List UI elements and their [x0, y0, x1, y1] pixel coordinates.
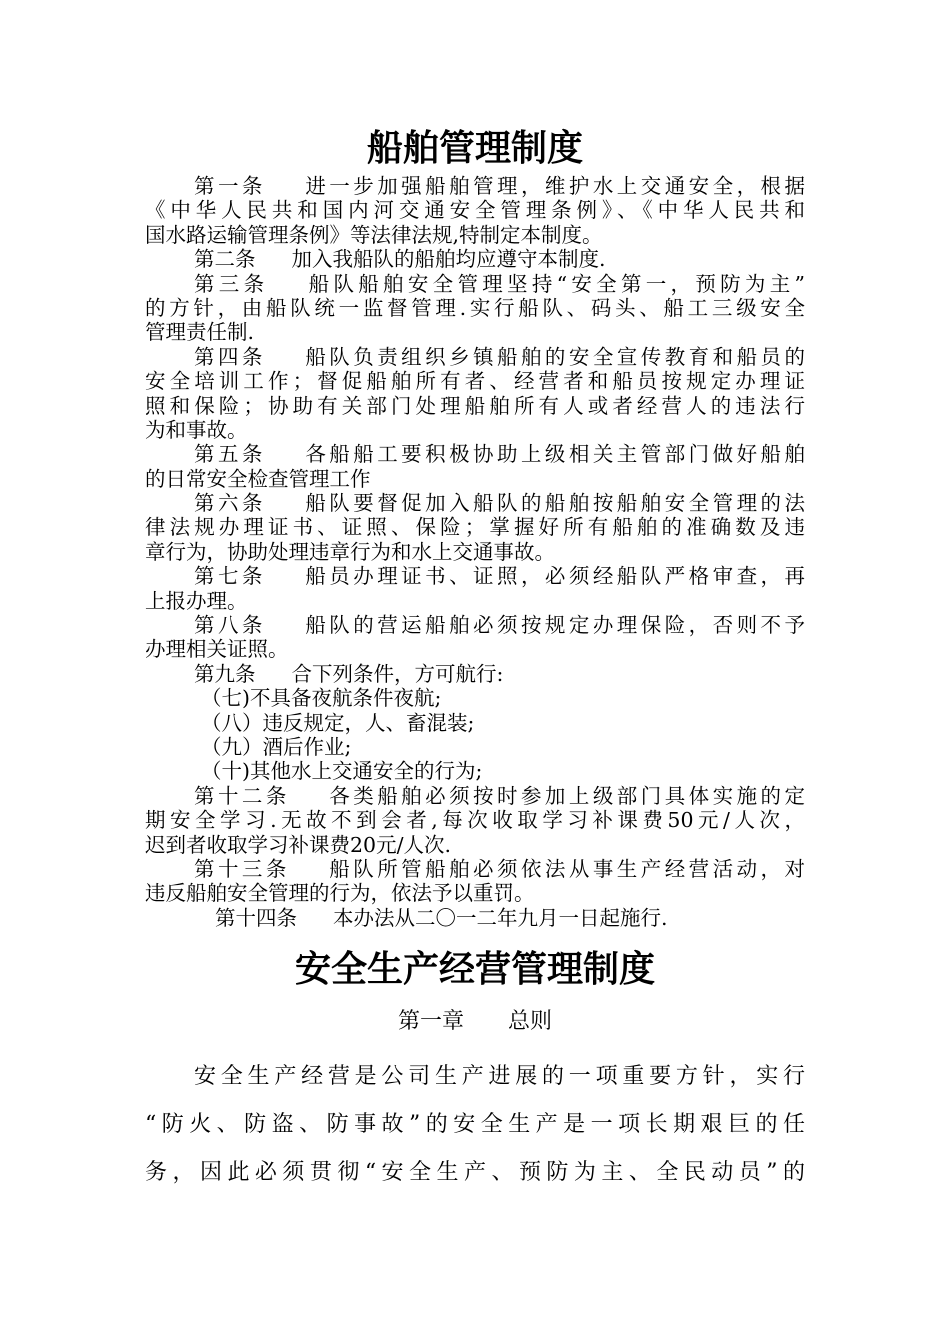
article-number: 第五条: [194, 442, 266, 467]
paragraph-line: 务，因此必须贯彻“安全生产、预防为主、全民动员”的: [145, 1160, 805, 1185]
article-number: 第八条: [194, 613, 266, 638]
text-line: [145, 369, 805, 393]
text-line: [145, 345, 805, 369]
text-line: [145, 174, 805, 198]
text-line: [145, 784, 805, 808]
text-line: [145, 735, 805, 759]
text-line: [145, 198, 805, 222]
article-number: 第六条: [194, 491, 266, 516]
safety-production-body: [145, 1053, 805, 1197]
article-text: 管理责任制.: [145, 320, 255, 345]
article-text: 上报办理。: [145, 588, 248, 613]
article-number: 第十三条: [194, 856, 290, 881]
article-number: 第七条: [194, 564, 266, 589]
article-text: （十)其他水上交通安全的行为;: [201, 759, 483, 784]
article-text: 船队的营运船舶必须按规定办理保险，否则不予: [301, 613, 805, 638]
text-line: [145, 467, 805, 491]
article-number: 第十四条: [215, 905, 297, 930]
article-text: 的方针，由船队统一监督管理.实行船队、码头、船工三级安全: [145, 295, 805, 320]
article-text: 办理相关证照。: [145, 637, 289, 662]
article-text: （九）酒后作业;: [201, 734, 352, 759]
article-text: 律法规办理证书、证照、保险；掌握好所有船舶的准确数及违: [145, 515, 805, 540]
article-text: 安全培训工作；督促船舶所有者、经营者和船员按规定办理证: [145, 369, 805, 394]
article-number: 第四条: [194, 344, 266, 369]
article-text: 船员办理证书、证照，必须经船队严格审查，再: [301, 564, 805, 589]
article-text: 船队要督促加入船队的船舶按船舶安全管理的法: [301, 491, 805, 516]
article-text: 船队所管船舶必须依法从事生产经营活动，对: [325, 856, 806, 881]
article-text: 的日常安全检查管理工作: [145, 466, 371, 491]
text-line: [145, 320, 805, 344]
text-line: [145, 589, 805, 613]
article-number: 第三条: [194, 271, 269, 296]
doc-title-ship-management: 船舶管理制度: [366, 128, 583, 169]
text-line: [145, 857, 805, 881]
article-text: 《中华人民共和国内河交通安全管理条例》、《中华人民共和: [145, 198, 805, 223]
article-text: （七)不具备夜航条件夜航;: [201, 686, 442, 711]
article-text: 违反船舶安全管理的行为，依法予以重罚。: [145, 881, 535, 906]
text-line: [145, 833, 805, 857]
article-number: 第九条: [194, 661, 256, 686]
article-text: 照和保险；协助有关部门处理船舶所有人或者经营人的违法行: [145, 393, 805, 418]
article-text: 章行为，协助处理违章行为和水上交通事故。: [145, 539, 555, 564]
article-text: 为和事故。: [145, 417, 248, 442]
article-text: 各船船工要积极协助上级相关主管部门做好船舶: [301, 442, 805, 467]
article-text: 船队负责组织乡镇船舶的安全宣传教育和船员的: [301, 344, 805, 369]
article-number: 第十二条: [194, 783, 290, 808]
article-text: 各类船舶必须按时参加上级部门具体实施的定: [325, 783, 806, 808]
article-text: （八）违反规定，人、畜混装;: [201, 710, 475, 735]
text-line: [145, 881, 805, 905]
doc-title-safety-production: 安全生产经营管理制度: [294, 949, 655, 990]
text-line: [145, 442, 805, 466]
article-text: 进一步加强船舶管理，维护水上交通安全，根据: [301, 174, 805, 198]
article-text: 迟到者收取学习补课费20元/人次.: [145, 832, 452, 857]
article-text: 加入我船队的船舶均应遵守本制度.: [291, 247, 606, 272]
text-line: [145, 613, 805, 637]
text-line: [145, 247, 805, 271]
text-line: [145, 637, 805, 661]
text-line: [145, 759, 805, 783]
article-text: 船队船舶安全管理坚持“安全第一，预防为主”: [304, 271, 806, 296]
article-number: 第一条: [194, 174, 266, 198]
text-line: [145, 540, 805, 564]
text-line: [145, 296, 805, 320]
article-text: 合下列条件，方可航行:: [291, 661, 504, 686]
text-line: [145, 564, 805, 588]
article-text: 国水路运输管理条例》等法律法规,特制定本制度。: [145, 222, 603, 247]
ship-management-body: [145, 174, 805, 930]
paragraph-line: 安全生产经营是公司生产进展的一项重要方针，实行: [194, 1064, 805, 1089]
article-text: 本办法从二〇一二年九月一日起施行.: [333, 905, 668, 930]
text-line: [145, 515, 805, 539]
text-line: [145, 686, 805, 710]
text-line: [145, 394, 805, 418]
article-text: 期安全学习.无故不到会者,每次收取学习补课费50元/人次，: [145, 808, 805, 833]
text-line: [145, 223, 805, 247]
article-number: 第二条: [194, 247, 256, 272]
text-line: [145, 491, 805, 515]
text-line: [145, 418, 805, 442]
text-line: [145, 906, 805, 930]
text-line: [145, 662, 805, 686]
paragraph-line: “防火、防盗、防事故”的安全生产是一项长期艰巨的任: [145, 1112, 805, 1137]
text-line: [145, 272, 805, 296]
chapter-heading: 第一章 总则: [397, 1009, 552, 1034]
text-line: [145, 808, 805, 832]
text-line: [145, 711, 805, 735]
